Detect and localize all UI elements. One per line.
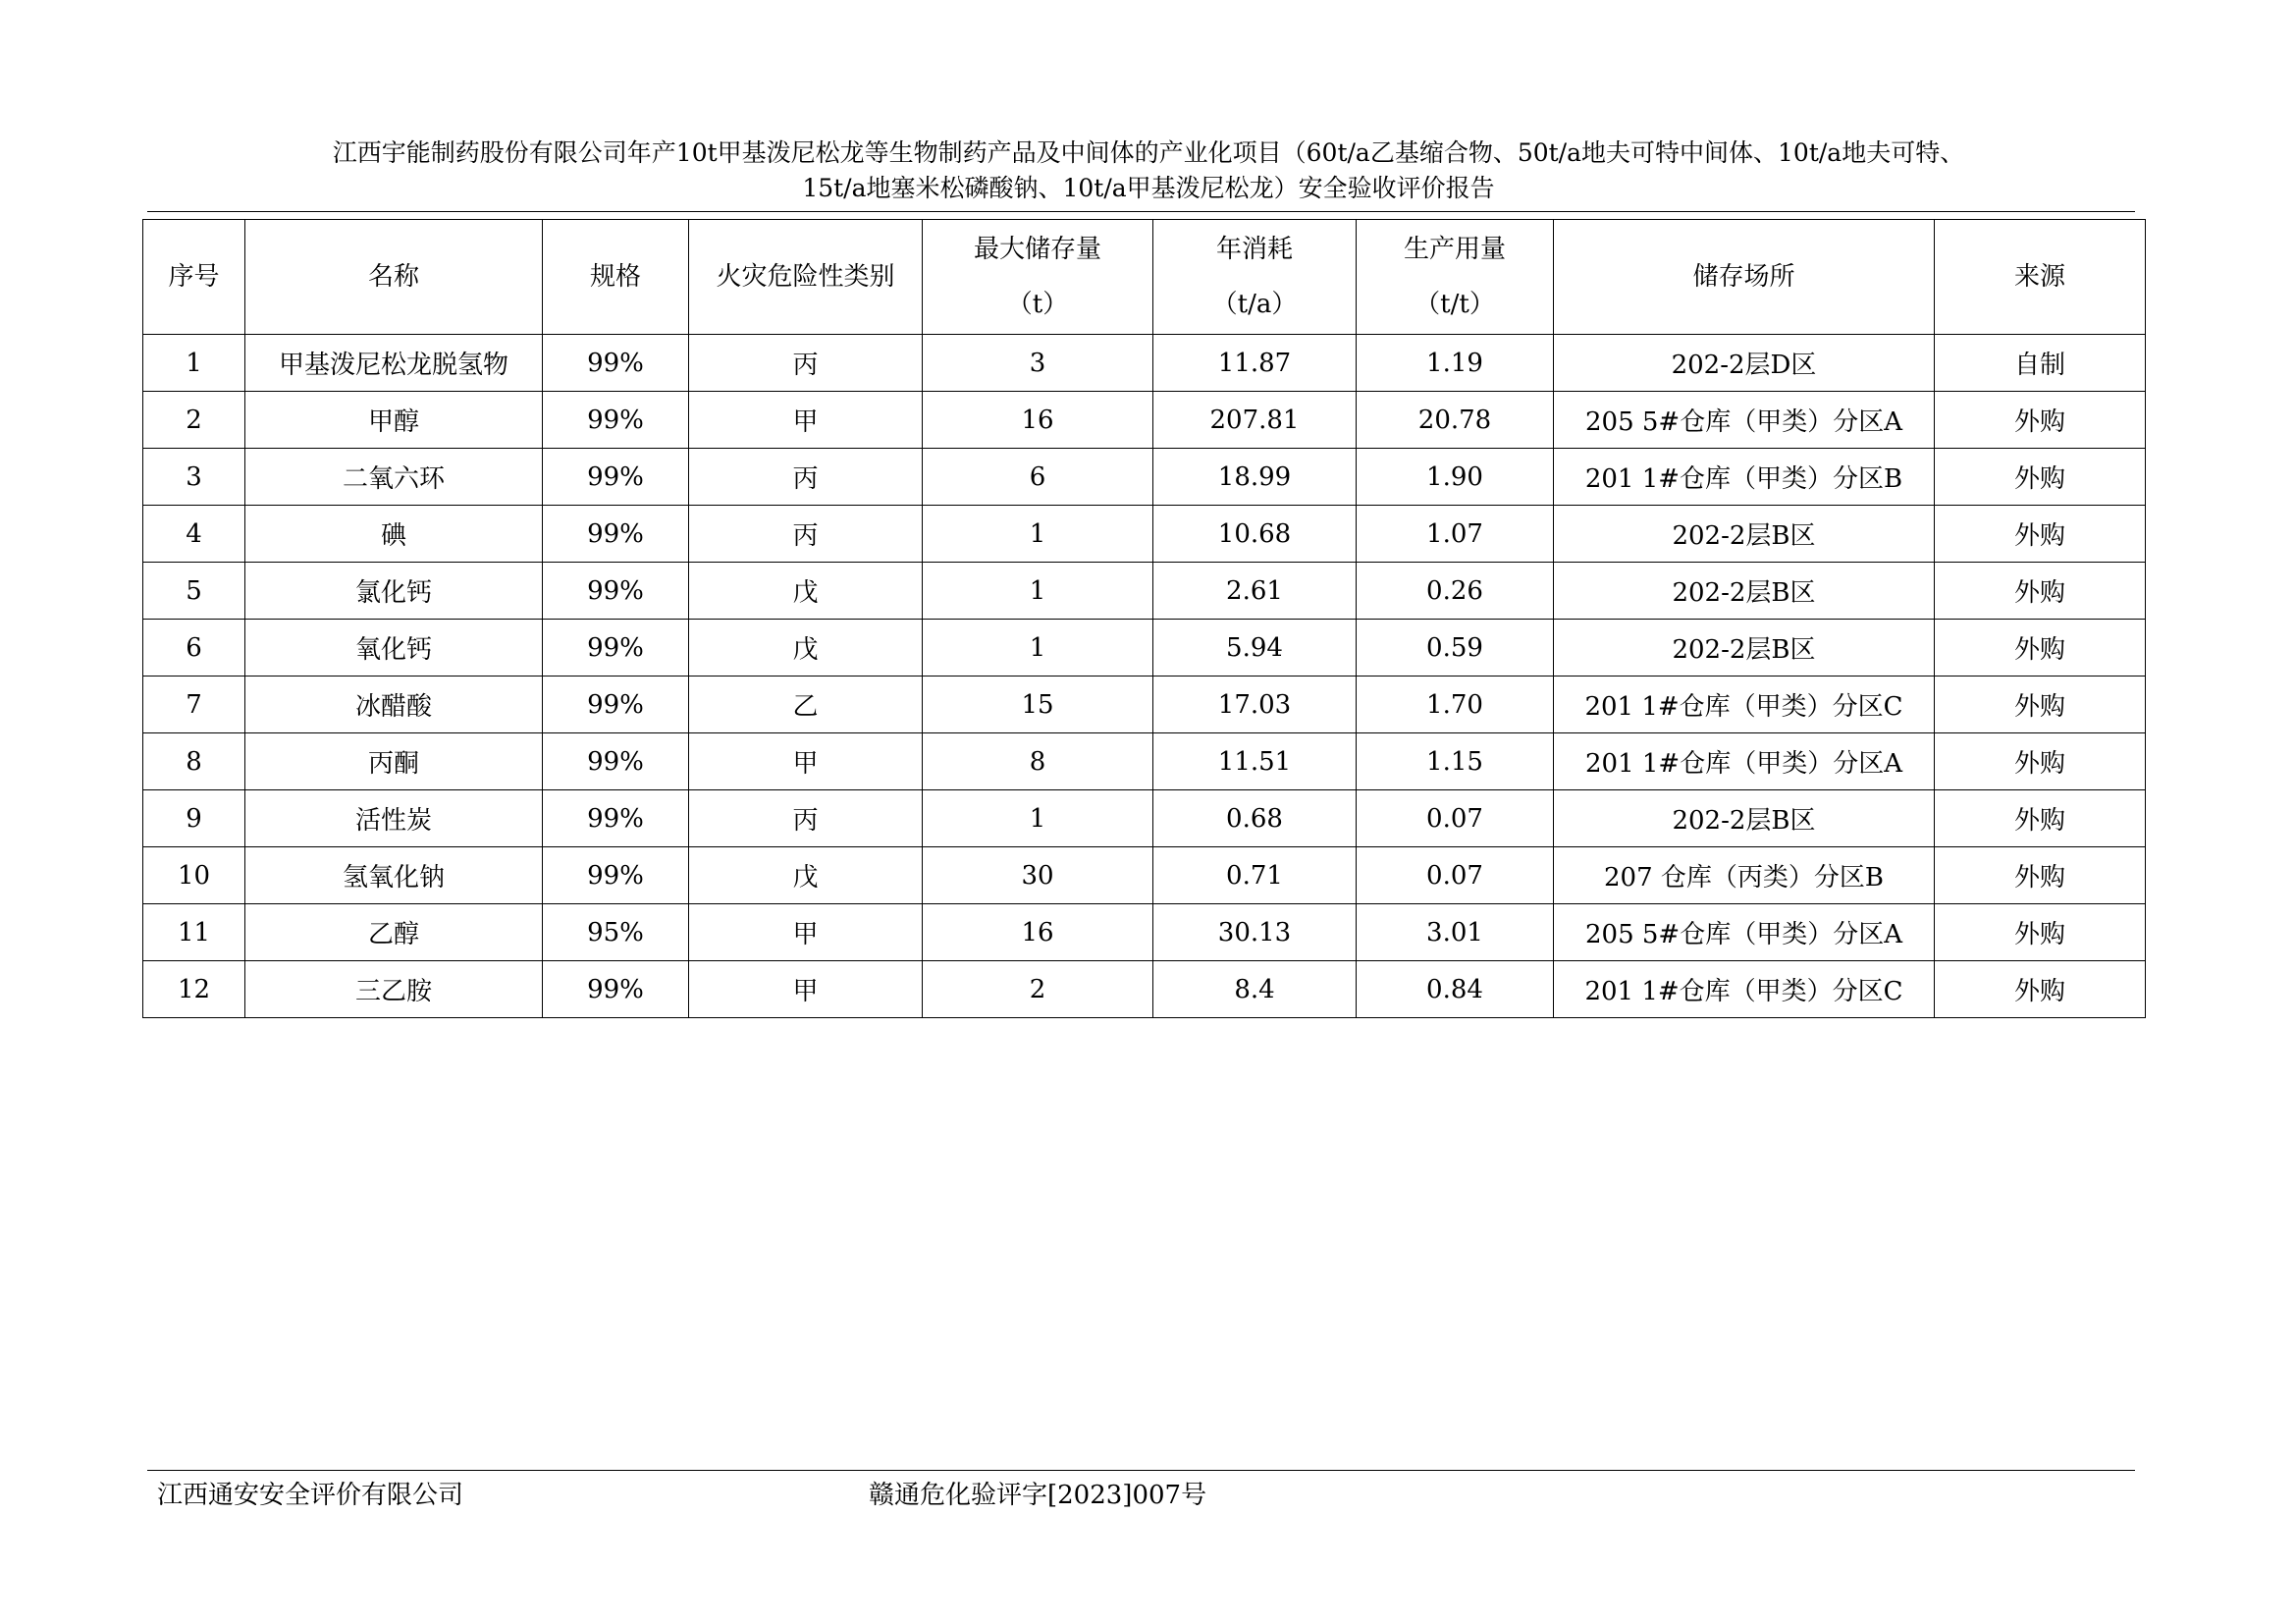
column-header: 序号 — [143, 220, 245, 335]
column-header: 规格 — [543, 220, 689, 335]
table-row — [143, 620, 2146, 677]
table-cell: 2.61 — [1153, 563, 1357, 620]
table-cell: 99% — [543, 392, 689, 449]
table-cell: 15 — [923, 677, 1153, 733]
table-cell: 202-2层B区 — [1554, 620, 1935, 677]
table-cell: 冰醋酸 — [245, 677, 543, 733]
table-cell: 99% — [543, 335, 689, 392]
table-cell: 207.81 — [1153, 392, 1357, 449]
table-cell: 99% — [543, 790, 689, 847]
column-header: 最大储存量 （t） — [923, 220, 1153, 335]
table-row — [143, 506, 2146, 563]
table-cell: 1.90 — [1357, 449, 1554, 506]
table-cell: 3 — [923, 335, 1153, 392]
report-title-line-2: 15t/a地塞米松磷酸钠、10t/a甲基泼尼松龙）安全验收评价报告 — [802, 174, 1495, 202]
table-cell: 1 — [923, 563, 1153, 620]
table-cell: 1 — [923, 620, 1153, 677]
table-cell: 丙 — [689, 506, 923, 563]
table-cell: 12 — [143, 961, 245, 1018]
table-cell: 1.70 — [1357, 677, 1554, 733]
table-row — [143, 733, 2146, 790]
table-cell: 16 — [923, 904, 1153, 961]
table-cell: 8.4 — [1153, 961, 1357, 1018]
footer-document-number: 赣通危化验评字[2023]007号 — [869, 1481, 1207, 1510]
table-cell: 99% — [543, 847, 689, 904]
footer-divider — [147, 1470, 2135, 1471]
table-cell: 0.07 — [1357, 790, 1554, 847]
table-row — [143, 961, 2146, 1018]
table-cell: 氯化钙 — [245, 563, 543, 620]
table-cell: 11.87 — [1153, 335, 1357, 392]
table-cell: 5 — [143, 563, 245, 620]
table-cell: 甲 — [689, 961, 923, 1018]
table-cell: 活性炭 — [245, 790, 543, 847]
table-cell: 202-2层D区 — [1554, 335, 1935, 392]
table-cell: 外购 — [1935, 506, 2146, 563]
table-cell: 丙酮 — [245, 733, 543, 790]
table-cell: 8 — [143, 733, 245, 790]
table-cell: 1.19 — [1357, 335, 1554, 392]
table-cell: 外购 — [1935, 961, 2146, 1018]
report-title-line-1: 江西宇能制药股份有限公司年产10t甲基泼尼松龙等生物制药产品及中间体的产业化项目（60t/a乙基缩合物、50t/a地夫可特中间体、10t/a地夫可特、 — [332, 138, 1965, 167]
table-cell: 丙 — [689, 449, 923, 506]
table-cell: 2 — [923, 961, 1153, 1018]
table-cell: 207 仓库（丙类）分区B — [1554, 847, 1935, 904]
table-cell: 99% — [543, 961, 689, 1018]
table-cell: 7 — [143, 677, 245, 733]
table-cell: 甲 — [689, 392, 923, 449]
table-cell: 201 1#仓库（甲类）分区B — [1554, 449, 1935, 506]
table-cell: 8 — [923, 733, 1153, 790]
table-cell: 外购 — [1935, 847, 2146, 904]
table-row — [143, 677, 2146, 733]
table-cell: 16 — [923, 392, 1153, 449]
table-cell: 0.68 — [1153, 790, 1357, 847]
table-cell: 1 — [923, 790, 1153, 847]
report-header — [147, 135, 2150, 206]
table-cell: 205 5#仓库（甲类）分区A — [1554, 392, 1935, 449]
table-row — [143, 392, 2146, 449]
table-cell: 11 — [143, 904, 245, 961]
table-row — [143, 847, 2146, 904]
table-cell: 戊 — [689, 563, 923, 620]
table-cell: 201 1#仓库（甲类）分区C — [1554, 677, 1935, 733]
table-cell: 5.94 — [1153, 620, 1357, 677]
table-cell: 3.01 — [1357, 904, 1554, 961]
table-cell: 乙 — [689, 677, 923, 733]
table-cell: 甲醇 — [245, 392, 543, 449]
table-cell: 6 — [923, 449, 1153, 506]
table-cell: 4 — [143, 506, 245, 563]
table-cell: 30.13 — [1153, 904, 1357, 961]
table-cell: 外购 — [1935, 563, 2146, 620]
table-cell: 202-2层B区 — [1554, 563, 1935, 620]
chemical-inventory-table — [142, 219, 2146, 1018]
table-cell: 1 — [143, 335, 245, 392]
table-cell: 外购 — [1935, 733, 2146, 790]
table-cell: 外购 — [1935, 449, 2146, 506]
table-cell: 201 1#仓库（甲类）分区A — [1554, 733, 1935, 790]
column-header: 名称 — [245, 220, 543, 335]
table-cell: 丙 — [689, 790, 923, 847]
column-header: 来源 — [1935, 220, 2146, 335]
table-cell: 自制 — [1935, 335, 2146, 392]
table-cell: 3 — [143, 449, 245, 506]
table-cell: 氢氧化钠 — [245, 847, 543, 904]
column-header: 火灾危险性类别 — [689, 220, 923, 335]
table-cell: 戊 — [689, 620, 923, 677]
table-row — [143, 904, 2146, 961]
table-cell: 20.78 — [1357, 392, 1554, 449]
table-cell: 二氧六环 — [245, 449, 543, 506]
table-cell: 甲 — [689, 733, 923, 790]
table-cell: 外购 — [1935, 677, 2146, 733]
table-cell: 2 — [143, 392, 245, 449]
table-cell: 9 — [143, 790, 245, 847]
table-cell: 三乙胺 — [245, 961, 543, 1018]
table-cell: 10.68 — [1153, 506, 1357, 563]
table-cell: 202-2层B区 — [1554, 790, 1935, 847]
table-cell: 氧化钙 — [245, 620, 543, 677]
table-cell: 乙醇 — [245, 904, 543, 961]
column-header: 生产用量 （t/t） — [1357, 220, 1554, 335]
table-cell: 11.51 — [1153, 733, 1357, 790]
table-header-row — [143, 220, 2146, 335]
table-cell: 外购 — [1935, 620, 2146, 677]
table-cell: 0.07 — [1357, 847, 1554, 904]
table-cell: 10 — [143, 847, 245, 904]
table-row — [143, 563, 2146, 620]
table-cell: 碘 — [245, 506, 543, 563]
column-header: 年消耗 （t/a） — [1153, 220, 1357, 335]
table-cell: 30 — [923, 847, 1153, 904]
table-cell: 18.99 — [1153, 449, 1357, 506]
table-cell: 99% — [543, 563, 689, 620]
table-cell: 6 — [143, 620, 245, 677]
table-cell: 201 1#仓库（甲类）分区C — [1554, 961, 1935, 1018]
table-row — [143, 790, 2146, 847]
table-row — [143, 335, 2146, 392]
table-cell: 17.03 — [1153, 677, 1357, 733]
table-cell: 205 5#仓库（甲类）分区A — [1554, 904, 1935, 961]
table-cell: 202-2层B区 — [1554, 506, 1935, 563]
table-cell: 1 — [923, 506, 1153, 563]
table-cell: 1.07 — [1357, 506, 1554, 563]
table-cell: 0.84 — [1357, 961, 1554, 1018]
table-row — [143, 449, 2146, 506]
table-cell: 丙 — [689, 335, 923, 392]
table-cell: 0.71 — [1153, 847, 1357, 904]
table-cell: 外购 — [1935, 392, 2146, 449]
table-cell: 99% — [543, 506, 689, 563]
table-cell: 0.26 — [1357, 563, 1554, 620]
column-header: 储存场所 — [1554, 220, 1935, 335]
header-divider — [147, 211, 2135, 212]
footer-company: 江西通安安全评价有限公司 — [157, 1481, 464, 1510]
table-cell: 99% — [543, 677, 689, 733]
table-cell: 0.59 — [1357, 620, 1554, 677]
table-cell: 95% — [543, 904, 689, 961]
table-cell: 甲基泼尼松龙脱氢物 — [245, 335, 543, 392]
table-cell: 外购 — [1935, 790, 2146, 847]
table-cell: 外购 — [1935, 904, 2146, 961]
table-cell: 甲 — [689, 904, 923, 961]
table-cell: 戊 — [689, 847, 923, 904]
table-cell: 99% — [543, 733, 689, 790]
table-cell: 1.15 — [1357, 733, 1554, 790]
table-cell: 99% — [543, 620, 689, 677]
table-cell: 99% — [543, 449, 689, 506]
